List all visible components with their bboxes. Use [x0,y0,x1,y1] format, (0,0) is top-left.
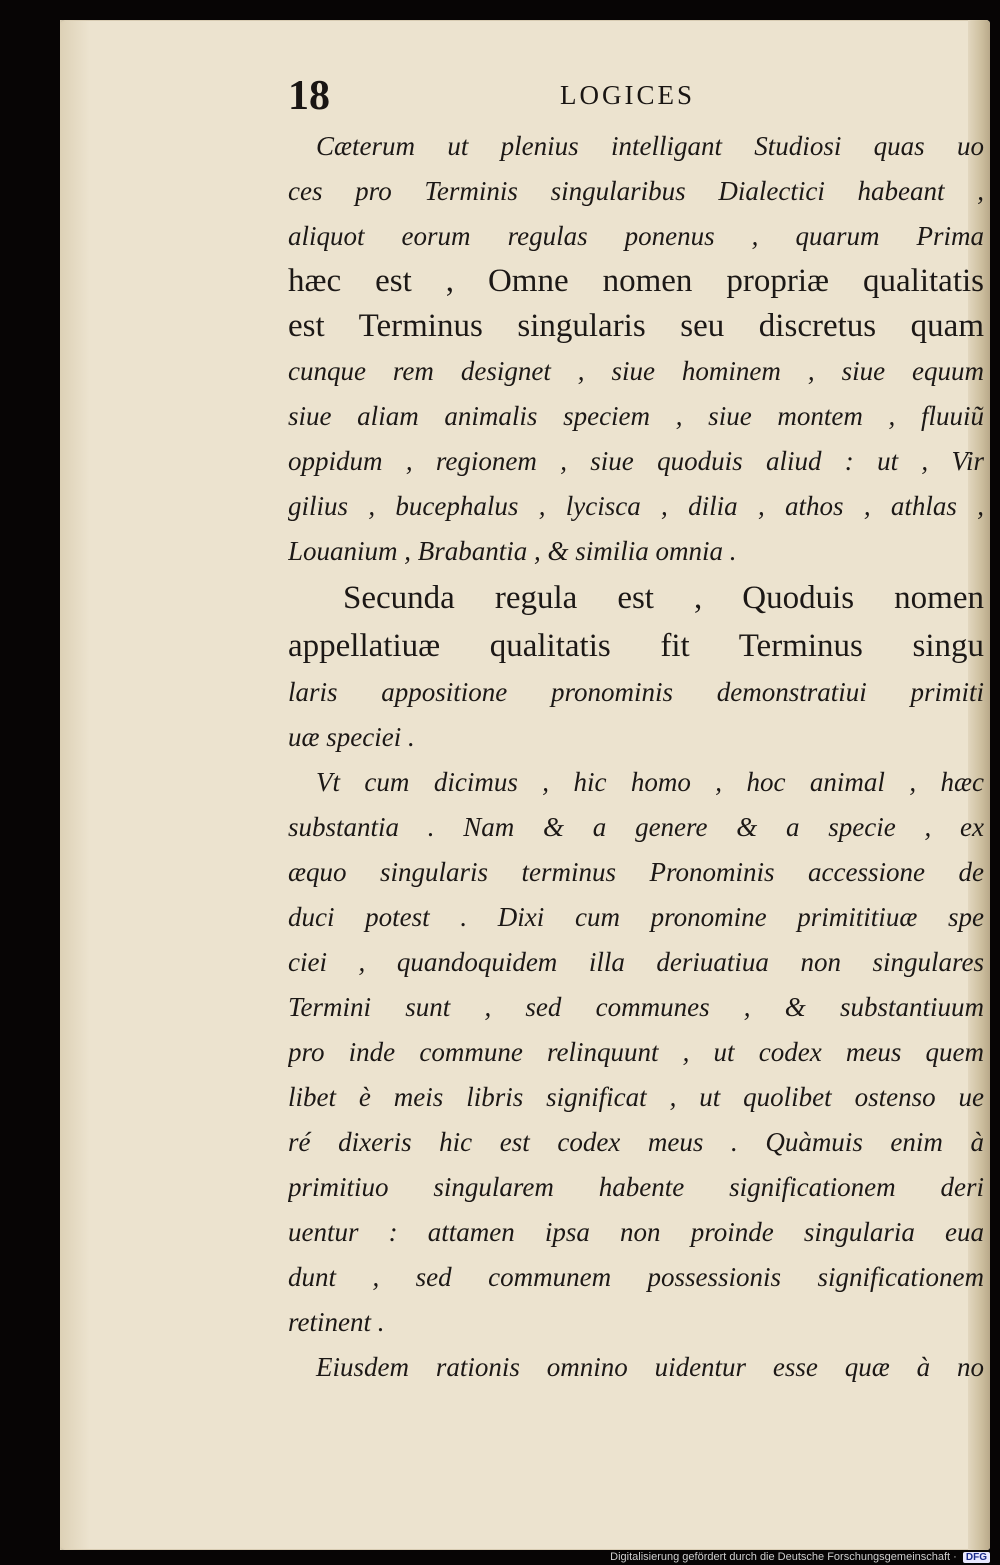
text-line: ciei , quandoquidem illa deriuatiua non singulares [288,947,984,977]
text-line: siue aliam animalis speciem , siue montem , fluuiũ [288,401,984,431]
text-line: substantia . Nam & a genere & a specie , ex [288,812,984,842]
body-text [288,124,984,1390]
text-line: est Terminus singularis seu discretus quam [288,308,984,344]
digitization-credit [610,1551,990,1563]
text-line: oppidum , regionem , siue quoduis aliud : ut , Vir [288,446,984,476]
page-number: 18 [288,73,330,119]
text-line: retinent . [288,1307,385,1337]
text-line: cunque rem designet , siue hominem , siue equum [288,356,984,386]
text-line: pro inde commune relinquunt , ut codex meus quem [288,1037,984,1067]
text-line: Louanium , Brabantia , & similia omnia . [288,536,737,566]
text-line: Secunda regula est , Quoduis nomen [343,580,984,616]
text-line: primitiuo singularem habente significationem deri [288,1172,984,1202]
text-line: duci potest . Dixi cum pronomine primititiuæ spe [288,902,984,932]
text-line: uæ speciei . [288,722,415,752]
text-line: Cæterum ut plenius intelligant Studiosi quas uo [316,131,984,161]
text-line: Vt cum dicimus , hic homo , hoc animal , hæc [316,767,984,797]
text-line: aliquot eorum regulas ponenus , quarum Prima [288,221,984,251]
credit-text: Digitalisierung gefördert durch die Deutsche Forschungsgemeinschaft · [610,1551,957,1563]
text-line: æquo singularis terminus Pronominis accessione de [288,857,984,887]
text-line: ces pro Terminis singularibus Dialectici habeant , [288,176,984,206]
text-line: Eiusdem rationis omnino uidentur esse quæ à no [316,1352,984,1382]
gutter-shadow [60,20,90,1550]
text-line: uentur : attamen ipsa non proinde singularia eua [288,1217,984,1247]
text-line: appellatiuæ qualitatis fit Terminus singu [288,628,984,664]
book-page [60,20,990,1550]
text-line: libet è meis libris significat , ut quolibet ostenso ue [288,1082,984,1112]
text-line: ré dixeris hic est codex meus . Quàmuis enim à [288,1127,984,1157]
running-head: LOGICES [560,80,695,110]
page-header [60,72,990,122]
text-line: Termini sunt , sed communes , & substantiuum [288,992,984,1022]
text-line: dunt , sed communem possessionis significationem [288,1262,984,1292]
text-line: laris appositione pronominis demonstratiui primiti [288,677,984,707]
text-line: hæc est , Omne nomen propriæ qualitatis [288,263,984,299]
text-line: gilius , bucephalus , lycisca , dilia , athos , athlas , [288,491,984,521]
dfg-logo: DFG [963,1552,990,1563]
